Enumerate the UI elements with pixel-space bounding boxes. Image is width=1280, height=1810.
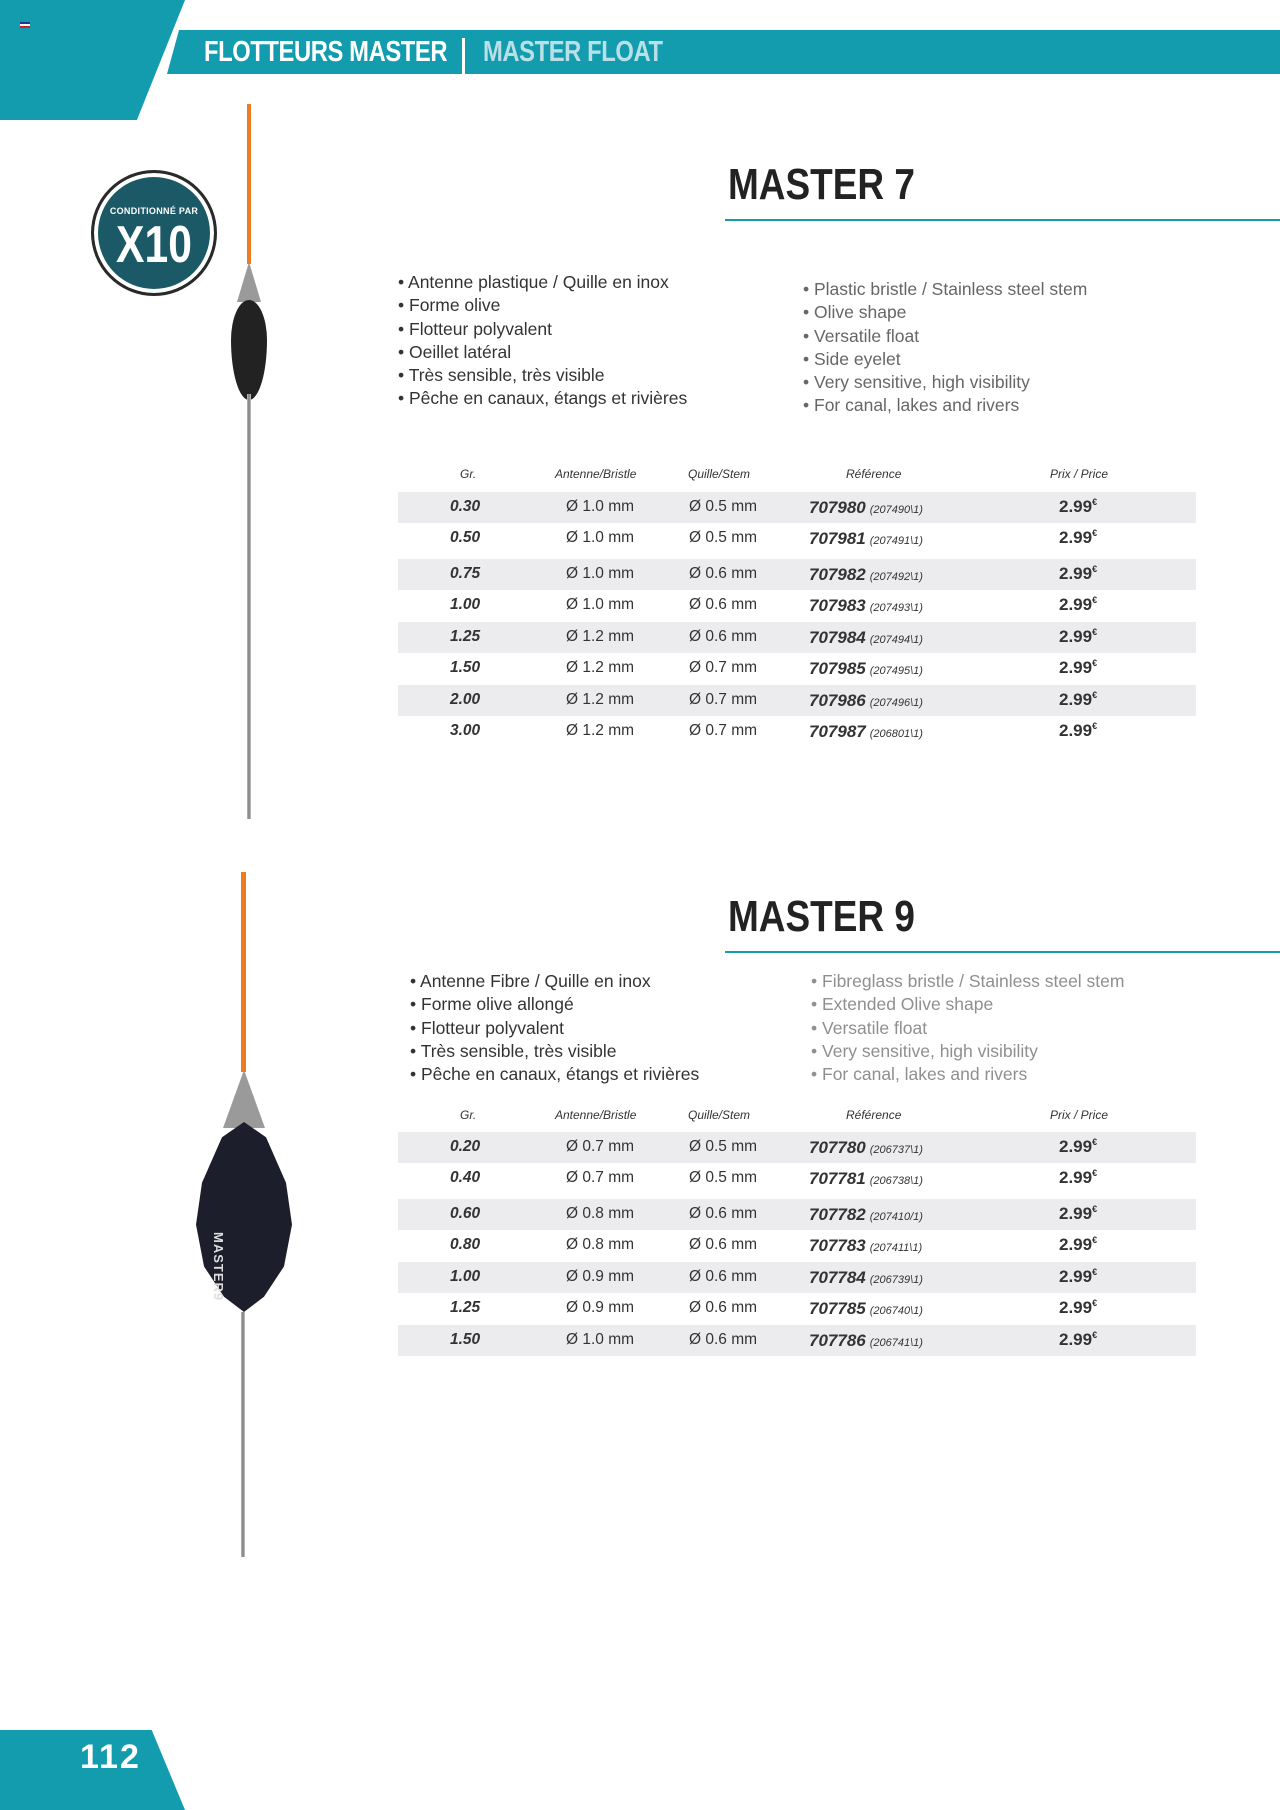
cell-price [1059, 497, 1097, 517]
cell-price [1059, 1168, 1097, 1188]
currency-symbol: € [1092, 595, 1098, 605]
feature-item: • Versatile float [811, 1017, 1124, 1040]
price-value: 2.99 [1059, 1137, 1093, 1156]
feature-item: • Antenne Fibre / Quille en inox [410, 970, 699, 993]
header-title-fr: FLOTTEURS MASTER [204, 36, 448, 68]
cell-gr: 0.40 [450, 1169, 481, 1186]
cell-reference [809, 565, 923, 585]
cell-reference [809, 596, 923, 616]
cell-price [1059, 1204, 1097, 1224]
cell-reference [809, 498, 923, 518]
currency-symbol: € [1092, 658, 1098, 668]
float-stem [247, 394, 251, 819]
reference-alt-code: (207491\1) [869, 535, 923, 547]
cell-reference [809, 691, 923, 711]
reference-alt-code: (206801\1) [869, 728, 923, 740]
reference-code: 707984 [809, 628, 866, 647]
feature-item: • Plastic bristle / Stainless steel stem [803, 278, 1087, 301]
master-7-title: MASTER 7 [728, 160, 915, 209]
cell-quille: Ø 0.6 mm [689, 565, 758, 582]
reference-alt-code: (207493\1) [869, 602, 923, 614]
col-header-gr: Gr. [460, 467, 477, 481]
price-value: 2.99 [1059, 1330, 1093, 1349]
currency-symbol: € [1092, 627, 1098, 637]
reference-alt-code: (207494\1) [869, 634, 923, 646]
cell-antenne: Ø 1.2 mm [566, 659, 635, 676]
reference-alt-code: (206738\1) [869, 1175, 923, 1187]
cell-reference [809, 722, 923, 742]
price-value: 2.99 [1059, 658, 1093, 677]
feature-item: • Very sensitive, high visibility [811, 1040, 1124, 1063]
float-body [231, 300, 267, 400]
cell-antenne: Ø 1.0 mm [566, 565, 635, 582]
reference-alt-code: (207496\1) [869, 697, 923, 709]
float-body-label: MASTER9 [211, 1232, 226, 1302]
cell-gr: 1.00 [450, 596, 481, 613]
cell-antenne: Ø 1.2 mm [566, 722, 635, 739]
reference-code: 707781 [809, 1169, 866, 1188]
cell-quille: Ø 0.6 mm [689, 628, 758, 645]
cell-quille: Ø 0.7 mm [689, 722, 758, 739]
reference-code: 707783 [809, 1236, 866, 1255]
feature-item: • Olive shape [803, 301, 1087, 324]
reference-code: 707981 [809, 529, 866, 548]
reference-code: 707782 [809, 1205, 866, 1224]
cell-antenne: Ø 1.2 mm [566, 691, 635, 708]
table-row [398, 685, 1196, 716]
float-bristle [241, 872, 246, 1072]
table-row [398, 1132, 1196, 1163]
cell-antenne: Ø 0.8 mm [566, 1236, 635, 1253]
feature-item: • Fibreglass bristle / Stainless steel stem [811, 970, 1124, 993]
feature-item: • Side eyelet [803, 348, 1087, 371]
table-row [398, 1293, 1196, 1324]
cell-reference [809, 1205, 923, 1225]
feature-item: • Forme olive allongé [410, 993, 699, 1016]
price-value: 2.99 [1059, 595, 1093, 614]
reference-alt-code: (207410/1) [869, 1211, 923, 1223]
cell-price [1059, 627, 1097, 647]
currency-symbol: € [1092, 1267, 1098, 1277]
cell-gr: 1.25 [450, 1299, 481, 1316]
table-row [398, 1262, 1196, 1293]
col-header-price: Prix / Price [1050, 1108, 1109, 1122]
cell-price [1059, 1330, 1097, 1350]
cell-quille: Ø 0.5 mm [689, 1169, 758, 1186]
cell-gr: 0.75 [450, 565, 481, 582]
master-7-table-header [398, 467, 1196, 487]
cell-antenne: Ø 0.7 mm [566, 1169, 635, 1186]
reference-code: 707784 [809, 1268, 866, 1287]
table-row [398, 653, 1196, 684]
badge-quantity: X10 [116, 216, 192, 274]
table-row [398, 1199, 1196, 1230]
reference-code: 707986 [809, 691, 866, 710]
reference-code: 707786 [809, 1331, 866, 1350]
cell-antenne: Ø 1.0 mm [566, 1331, 635, 1348]
cell-quille: Ø 0.5 mm [689, 529, 758, 546]
master-9-features-en [811, 970, 1124, 1086]
reference-alt-code: (207490\1) [869, 504, 923, 516]
float-stem [241, 1312, 245, 1557]
col-header-price: Prix / Price [1050, 467, 1109, 481]
col-header-quille: Quille/Stem [688, 1108, 751, 1122]
cell-gr: 1.50 [450, 1331, 481, 1348]
currency-symbol: € [1092, 564, 1098, 574]
pack-quantity-badge [91, 170, 217, 296]
feature-item: • Flotteur polyvalent [398, 318, 687, 341]
table-row [398, 523, 1196, 554]
cell-quille: Ø 0.6 mm [689, 1236, 758, 1253]
currency-symbol: € [1092, 721, 1098, 731]
cell-antenne: Ø 0.9 mm [566, 1299, 635, 1316]
cell-price [1059, 721, 1097, 741]
master-7-features-fr [398, 271, 687, 411]
price-value: 2.99 [1059, 721, 1093, 740]
currency-symbol: € [1092, 1168, 1098, 1178]
col-header-reference: Référence [846, 467, 902, 481]
cell-reference [809, 659, 923, 679]
price-value: 2.99 [1059, 528, 1093, 547]
master-9-features-fr [410, 970, 699, 1086]
feature-item: • For canal, lakes and rivers [803, 394, 1087, 417]
currency-symbol: € [1092, 528, 1098, 538]
reference-alt-code: (206740\1) [869, 1305, 923, 1317]
reference-code: 707985 [809, 659, 866, 678]
float-neck [223, 1070, 265, 1128]
currency-symbol: € [1092, 1298, 1098, 1308]
table-row [398, 559, 1196, 590]
feature-item: • Oeillet latéral [398, 341, 687, 364]
price-value: 2.99 [1059, 1235, 1093, 1254]
cell-gr: 1.25 [450, 628, 481, 645]
col-header-antenne: Antenne/Bristle [555, 467, 637, 481]
col-header-reference: Référence [846, 1108, 902, 1122]
table-row [398, 716, 1196, 747]
price-value: 2.99 [1059, 690, 1093, 709]
cell-quille: Ø 0.7 mm [689, 691, 758, 708]
reference-code: 707785 [809, 1299, 866, 1318]
reference-alt-code: (206739\1) [869, 1274, 923, 1286]
header-title-en: MASTER FLOAT [483, 36, 663, 68]
cell-quille: Ø 0.7 mm [689, 659, 758, 676]
table-row [398, 1325, 1196, 1356]
reference-alt-code: (206737\1) [869, 1144, 923, 1156]
reference-code: 707983 [809, 596, 866, 615]
price-value: 2.99 [1059, 1298, 1093, 1317]
currency-symbol: € [1092, 1235, 1098, 1245]
cell-quille: Ø 0.6 mm [689, 1268, 758, 1285]
master-9-title: MASTER 9 [728, 892, 915, 941]
reference-code: 707987 [809, 722, 866, 741]
table-row [398, 1163, 1196, 1194]
feature-item: • Versatile float [803, 325, 1087, 348]
cell-reference [809, 1299, 923, 1319]
cell-quille: Ø 0.6 mm [689, 596, 758, 613]
feature-item: • Extended Olive shape [811, 993, 1124, 1016]
badge-caption: CONDITIONNÉ PAR [109, 206, 199, 216]
feature-item: • Antenne plastique / Quille en inox [398, 271, 687, 294]
cell-gr: 2.00 [450, 691, 481, 708]
col-header-quille: Quille/Stem [688, 467, 751, 481]
cell-quille: Ø 0.5 mm [689, 498, 758, 515]
cell-price [1059, 1235, 1097, 1255]
master-7-features-en [803, 278, 1087, 418]
feature-item: • Très sensible, très visible [398, 364, 687, 387]
cell-antenne: Ø 1.0 mm [566, 529, 635, 546]
price-value: 2.99 [1059, 497, 1093, 516]
cell-antenne: Ø 0.8 mm [566, 1205, 635, 1222]
master-9-divider [725, 951, 1280, 953]
cell-price [1059, 1137, 1097, 1157]
cell-gr: 0.20 [450, 1138, 481, 1155]
feature-item: • Very sensitive, high visibility [803, 371, 1087, 394]
float-bristle [247, 104, 251, 264]
cell-gr: 0.50 [450, 529, 481, 546]
header-separator [462, 38, 465, 74]
reference-code: 707980 [809, 498, 866, 517]
feature-item: • Pêche en canaux, étangs et rivières [410, 1063, 699, 1086]
cell-reference [809, 1331, 923, 1351]
table-row [398, 622, 1196, 653]
currency-symbol: € [1092, 497, 1098, 507]
cell-reference [809, 1138, 923, 1158]
cell-price [1059, 595, 1097, 615]
table-row [398, 1230, 1196, 1261]
price-value: 2.99 [1059, 627, 1093, 646]
cell-reference [809, 1268, 923, 1288]
cell-price [1059, 1267, 1097, 1287]
currency-symbol: € [1092, 1330, 1098, 1340]
cell-price [1059, 564, 1097, 584]
price-value: 2.99 [1059, 1267, 1093, 1286]
reference-code: 707982 [809, 565, 866, 584]
feature-item: • Très sensible, très visible [410, 1040, 699, 1063]
cell-antenne: Ø 0.9 mm [566, 1268, 635, 1285]
master-9-float-image [186, 872, 286, 1557]
reference-alt-code: (207495\1) [869, 665, 923, 677]
cell-gr: 1.50 [450, 659, 481, 676]
header-corner-tab [0, 0, 185, 120]
float-body [194, 1122, 294, 1312]
cell-antenne: Ø 1.2 mm [566, 628, 635, 645]
table-row [398, 492, 1196, 523]
feature-item: • For canal, lakes and rivers [811, 1063, 1124, 1086]
float-neck [237, 262, 261, 302]
master-7-float-image [220, 104, 280, 824]
cell-antenne: Ø 1.0 mm [566, 596, 635, 613]
price-value: 2.99 [1059, 1204, 1093, 1223]
master-7-divider [725, 219, 1280, 221]
currency-symbol: € [1092, 1137, 1098, 1147]
cell-gr: 0.30 [450, 498, 481, 515]
cell-quille: Ø 0.6 mm [689, 1331, 758, 1348]
reference-alt-code: (206741\1) [869, 1337, 923, 1349]
cell-reference [809, 1236, 922, 1256]
cell-price [1059, 528, 1097, 548]
reference-code: 707780 [809, 1138, 866, 1157]
cell-price [1059, 1298, 1097, 1318]
cell-gr: 1.00 [450, 1268, 481, 1285]
price-value: 2.99 [1059, 564, 1093, 583]
master-9-table-header [398, 1108, 1196, 1128]
cell-reference [809, 529, 923, 549]
cell-reference [809, 1169, 923, 1189]
feature-item: • Forme olive [398, 294, 687, 317]
cell-antenne: Ø 0.7 mm [566, 1138, 635, 1155]
cell-antenne: Ø 1.0 mm [566, 498, 635, 515]
cell-price [1059, 658, 1097, 678]
feature-item: • Flotteur polyvalent [410, 1017, 699, 1040]
cell-gr: 3.00 [450, 722, 481, 739]
cell-reference [809, 628, 923, 648]
cell-gr: 0.60 [450, 1205, 481, 1222]
reference-alt-code: (207411\1) [869, 1242, 923, 1254]
feature-item: • Pêche en canaux, étangs et rivières [398, 387, 687, 410]
currency-symbol: € [1092, 1204, 1098, 1214]
cell-quille: Ø 0.6 mm [689, 1205, 758, 1222]
cell-quille: Ø 0.6 mm [689, 1299, 758, 1316]
table-row [398, 590, 1196, 621]
col-header-gr: Gr. [460, 1108, 477, 1122]
page-number: 112 [80, 1738, 141, 1776]
cell-price [1059, 690, 1097, 710]
col-header-antenne: Antenne/Bristle [555, 1108, 637, 1122]
currency-symbol: € [1092, 690, 1098, 700]
cell-quille: Ø 0.5 mm [689, 1138, 758, 1155]
price-value: 2.99 [1059, 1168, 1093, 1187]
reference-alt-code: (207492\1) [869, 571, 923, 583]
french-flag-icon [20, 22, 30, 29]
cell-gr: 0.80 [450, 1236, 481, 1253]
